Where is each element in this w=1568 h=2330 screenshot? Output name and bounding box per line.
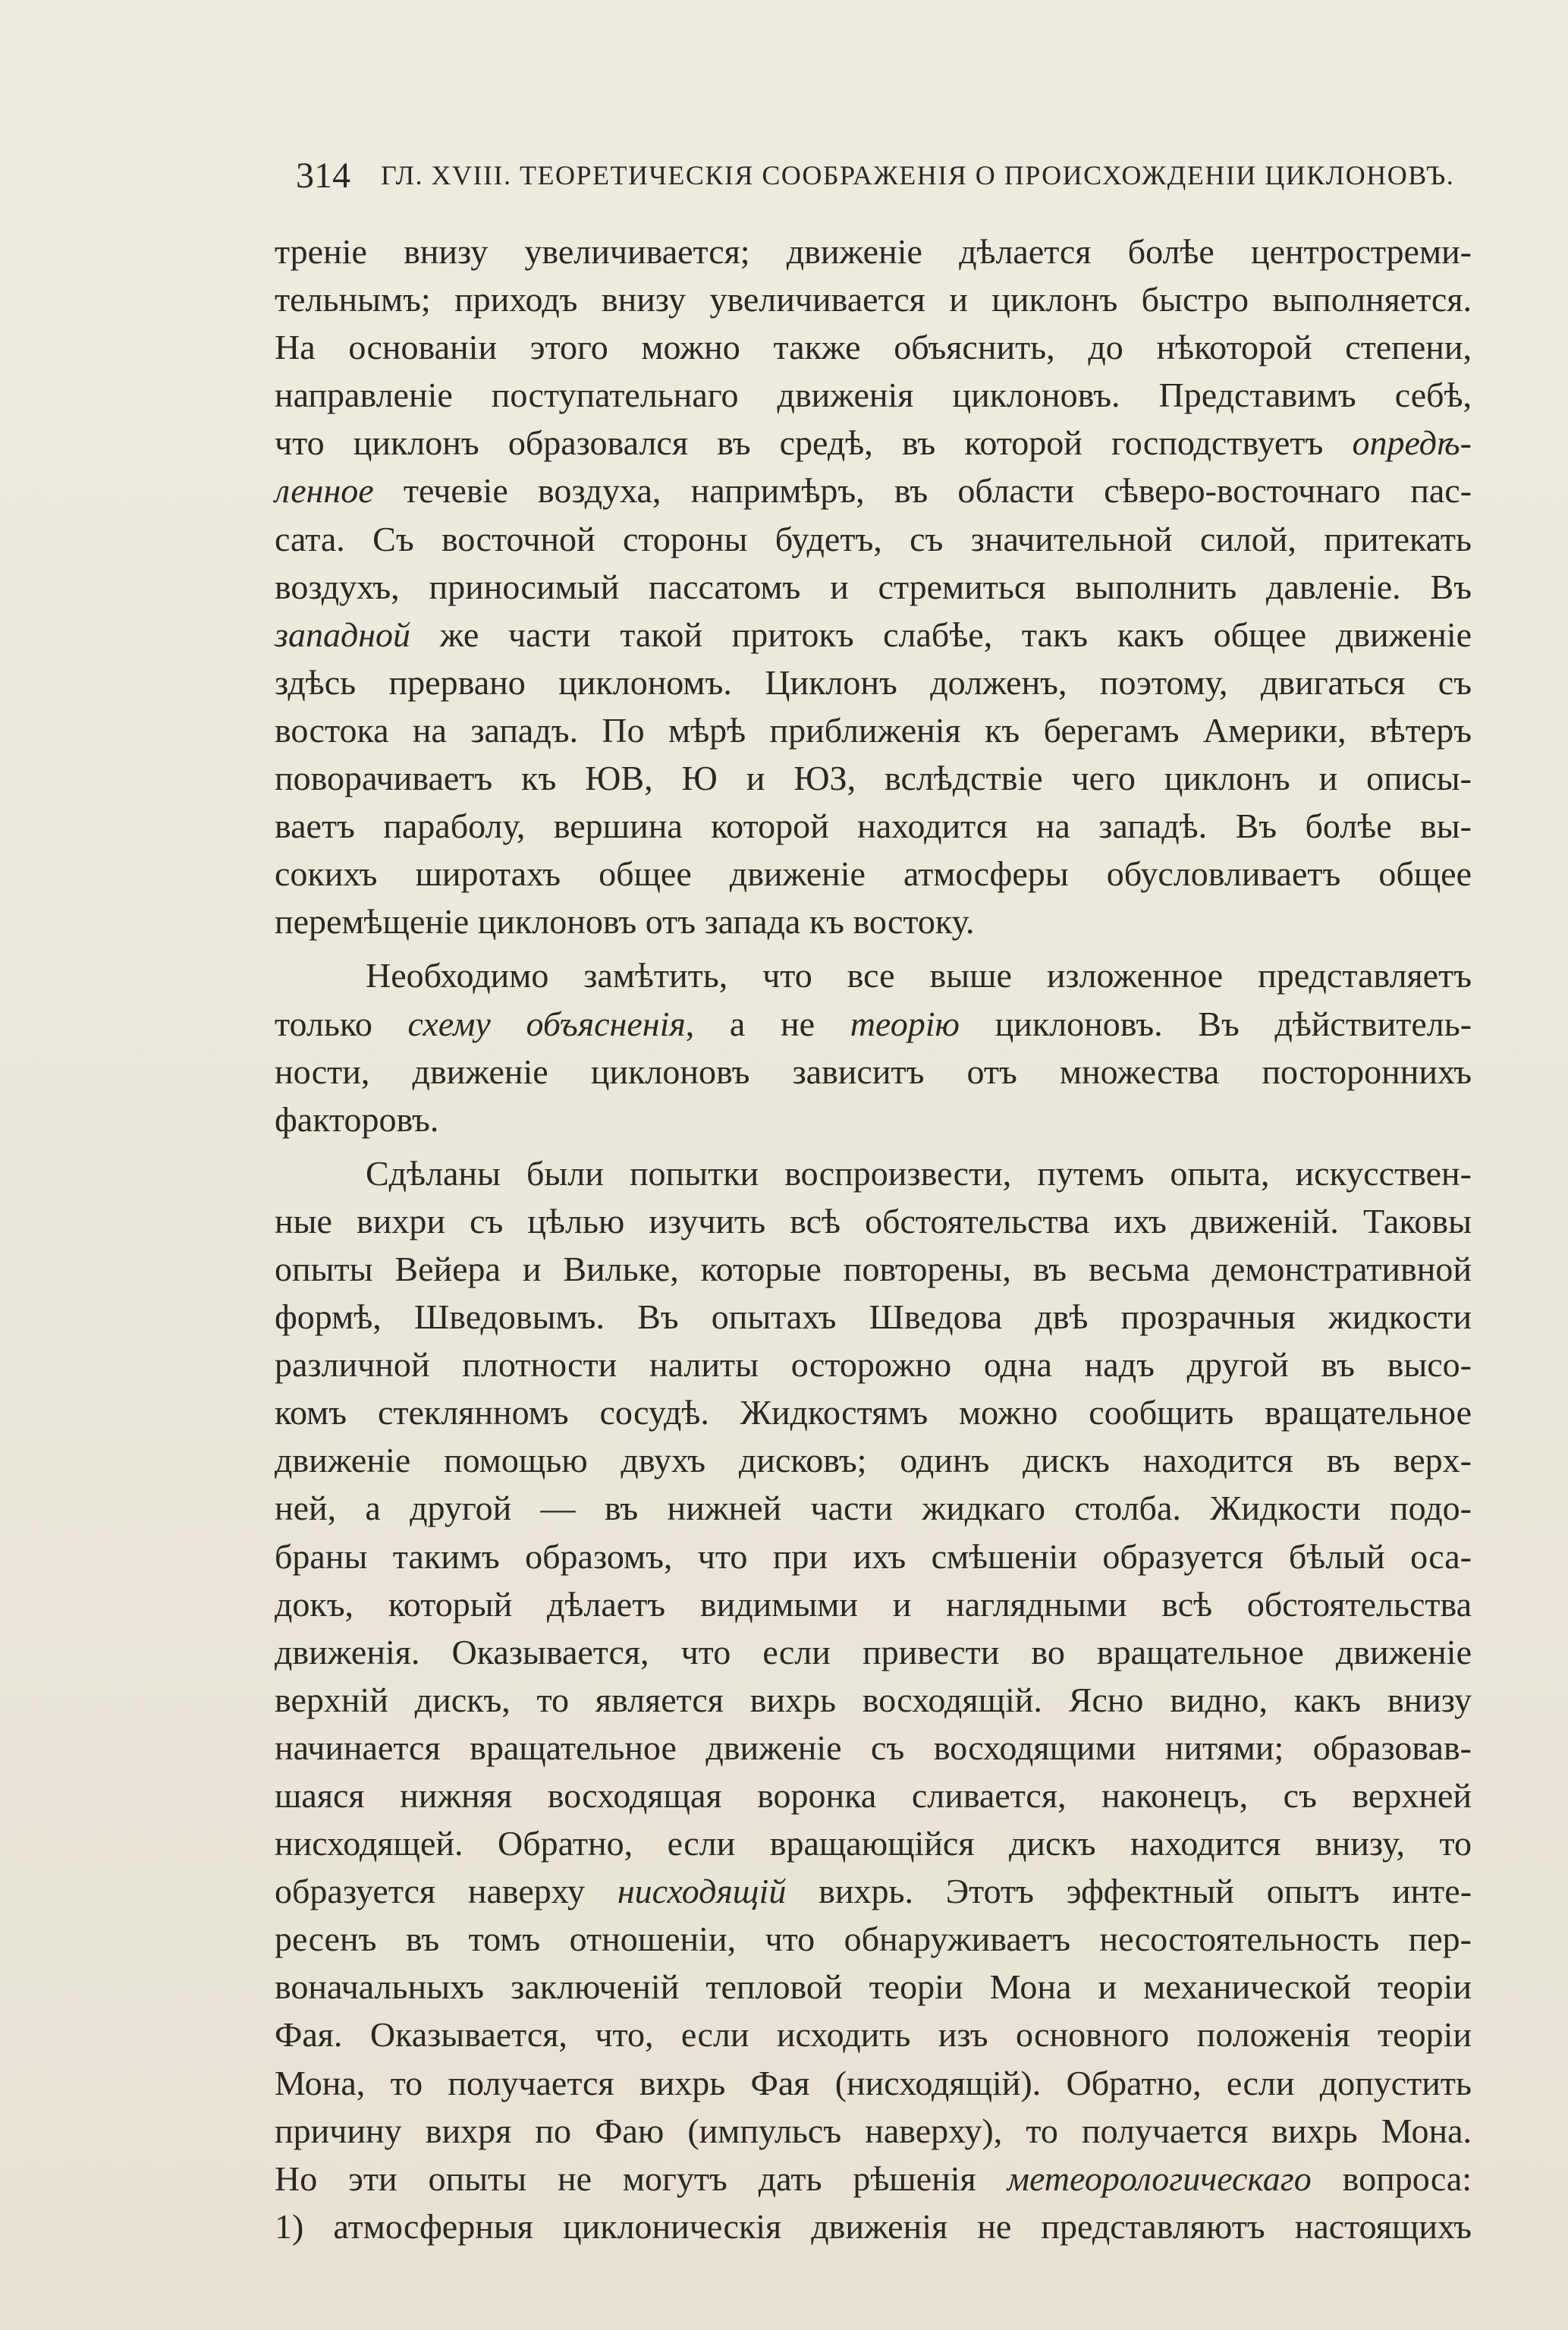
text-line: причину вихря по Фаю (импульсъ наверху), то получается вихрь Мона. [275,2111,1472,2150]
text-line: здѣсь прервано циклономъ. Циклонъ долженъ, поэтому, двигаться съ [275,662,1472,702]
text-line: воначальныхъ заключеній тепловой теоріи Мона и механической теоріи [275,1967,1472,2007]
text-line: треніе внизу увеличивается; движеніе дѣлается болѣе центростреми- [275,232,1472,271]
page-number: 314 [296,156,350,196]
text-line: комъ стеклянномъ сосудѣ. Жидкостямъ можно сообщить вращательное [275,1393,1472,1432]
text-line: движеніе помощью двухъ дисковъ; одинъ дискъ находится въ верх- [275,1441,1472,1480]
text-line: 1) атмосферныя циклоническія движенія не представляютъ настоящихъ [275,2206,1472,2246]
text-line: начинается вращательное движеніе съ восходящими нитями; образовав- [275,1728,1472,1767]
text-line: ности, движеніе циклоновъ зависитъ отъ множества постороннихъ [275,1052,1472,1091]
text-line: факторовъ. [275,1099,439,1139]
text-line: нисходящей. Обратно, если вращающійся дискъ находится внизу, то [275,1824,1472,1863]
body-text [275,228,1472,2250]
text-line: ней, а другой — въ нижней части жидкаго столба. Жидкости подо- [275,1489,1472,1528]
paragraph-start: Необходимо замѣтить, что все выше изложенное представляетъ [366,956,1472,995]
text-line: направленіе поступательнаго движенія циклоновъ. Представимъ себѣ, [275,376,1472,415]
text-line: ленное течевіе воздуха, напримѣръ, въ области сѣверо-восточнаго пас- [275,471,1472,511]
text-line: различной плотности налиты осторожно одна надъ другой въ высо- [275,1345,1472,1385]
text-line: перемѣщеніе циклоновъ отъ запада къ востоку. [275,902,975,942]
text-line: воздухъ, приносимый пассатомъ и стремиться выполнить давленіе. Въ [275,567,1472,606]
text-line: западной же части такой притокъ слабѣе, такъ какъ общее движеніе [275,615,1472,654]
text-line: ваетъ параболу, вершина которой находится на западѣ. Въ болѣе вы- [275,807,1472,846]
text-line: поворачиваетъ къ ЮВ, Ю и ЮЗ, вслѣдствіе чего циклонъ и описы- [275,759,1472,798]
text-line: образуется наверху нисходящій вихрь. Этотъ эффектный опытъ инте- [275,1872,1472,1911]
text-line: сата. Съ восточной стороны будетъ, съ значительной силой, притекать [275,519,1472,558]
text-line: браны такимъ образомъ, что при ихъ смѣшеніи образуется бѣлый оса- [275,1536,1472,1576]
page-header [296,152,1479,205]
emphasis: теорію [850,1004,960,1043]
text-line: верхній дискъ, то является вихрь восходящій. Ясно видно, какъ внизу [275,1680,1472,1719]
emphasis: нисходящій [617,1872,787,1911]
text-line: ресенъ въ томъ отношеніи, что обнаруживаетъ несостоятельность пер- [275,1920,1472,1959]
text-line: тельнымъ; приходъ внизу увеличивается и циклонъ быстро выполняется. [275,280,1472,319]
text-line: опыты Вейера и Вильке, которые повторены, въ весьма демонстративной [275,1249,1472,1288]
text-line: Но эти опыты не могутъ дать рѣшенія метеорологическаго вопроса: [275,2159,1472,2198]
text-line: что циклонъ образовался въ средѣ, въ которой господствуетъ опредѣ- [275,423,1472,463]
text-line: востока на западъ. По мѣрѣ приближенія къ берегамъ Америки, вѣтеръ [275,710,1472,750]
text-line: Фая. Оказывается, что, если исходить изъ основного положенія теоріи [275,2015,1472,2055]
text-line: докъ, который дѣлаетъ видимыми и наглядными всѣ обстоятельства [275,1584,1472,1624]
emphasis: западной [275,615,411,654]
emphasis: опредѣ- [1352,423,1472,463]
text-line: На основаніи этого можно также объяснить, до нѣкоторой степени, [275,328,1472,367]
text-line: только схему объясненія, а не теорію циклоновъ. Въ дѣйствитель- [275,1004,1472,1043]
text-line: Мона, то получается вихрь Фая (нисходящій). Обратно, если допустить [275,2063,1472,2102]
emphasis: ленное [275,471,374,511]
text-line: шаяся нижняя восходящая воронка сливается, наконецъ, съ верхней [275,1776,1472,1815]
emphasis: метеорологическаго [1007,2159,1312,2198]
text-line: ные вихри съ цѣлью изучить всѣ обстоятельства ихъ движеній. Таковы [275,1201,1472,1240]
paragraph-start: Сдѣланы были попытки воспроизвести, путемъ опыта, искусствен- [366,1153,1472,1193]
text-line: движенія. Оказывается, что если привести во вращательное движеніе [275,1632,1472,1671]
running-head: ГЛ. XVIII. ТЕОРЕТИЧЕСКІЯ СООБРАЖЕНІЯ О ПРОИСХОЖДЕНІИ ЦИКЛОНОВЪ. [381,160,1455,190]
text-line: сокихъ широтахъ общее движеніе атмосферы обусловливаетъ общее [275,854,1472,894]
text-line: формѣ, Шведовымъ. Въ опытахъ Шведова двѣ прозрачныя жидкости [275,1297,1472,1337]
emphasis: схему объясненія [407,1004,686,1043]
